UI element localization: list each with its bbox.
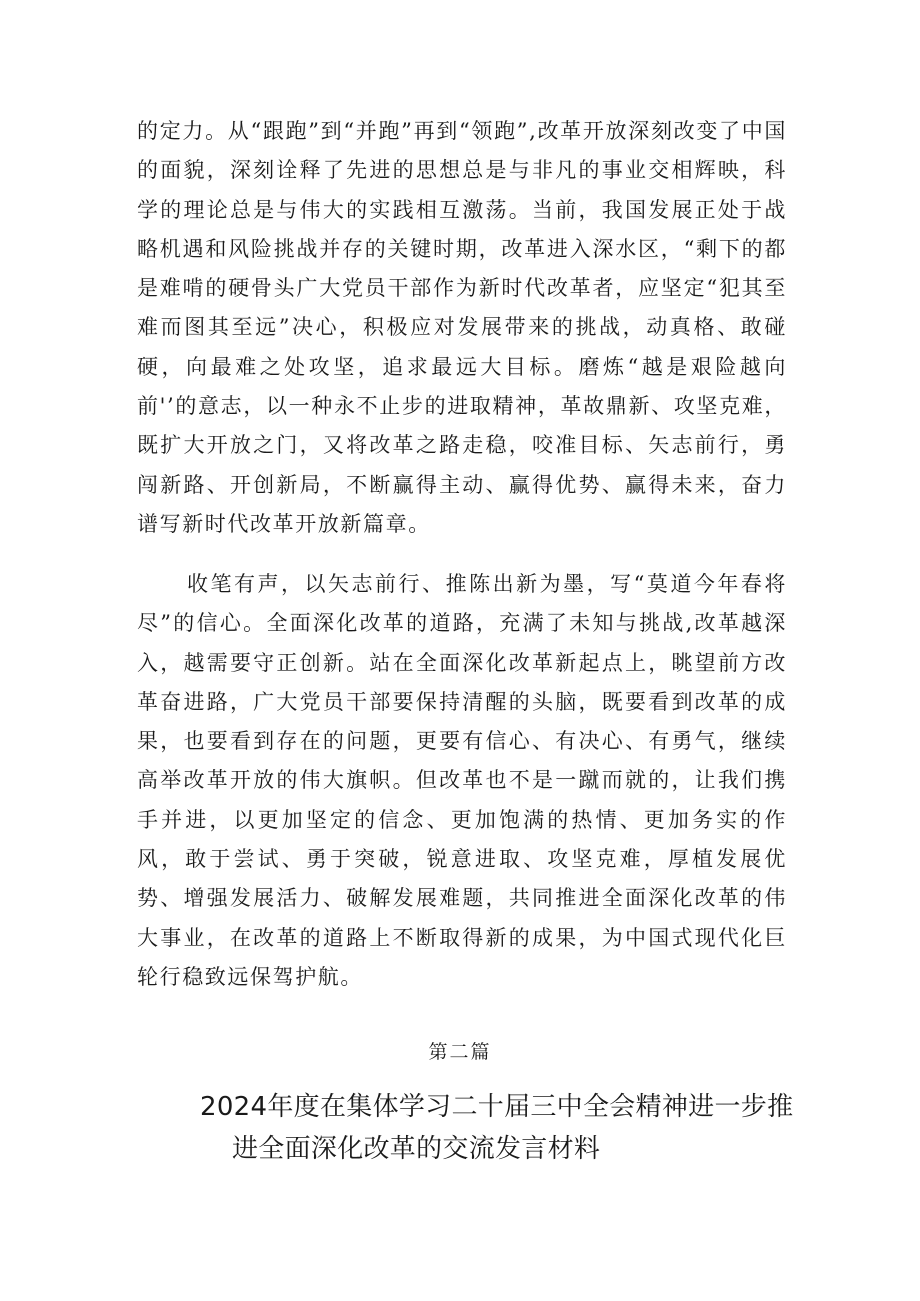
- section-label: 第二篇: [428, 1041, 492, 1063]
- document-title-line-2: 进全面深化改革的交流发言材料: [232, 1134, 601, 1164]
- body-paragraph-1: 的定力。从“跟跑”到“并跑”再到“领跑”,改革开放深刻改变了中国的面貌，深刻诠释了先进的思想总是与非凡的事业交相辉映，科学的理论总是与伟大的实践相互激荡。当前，我国发展正处于战略机遇和风险挑战并存的关键时期，改革进入深水区，“剩下的都是难啃的硬骨头广大党员干部作为新时代改革者，应坚定“犯其至难而图其至远”决心，积极应对发展带来的挑战，动真格、敢碰硬，向最难之处攻坚，追求最远大目标。磨炼“越是艰险越向前'’的意志，以一种永不止步的进取精神，革故鼎新、攻坚克难，既扩大开放之门，又将改革之路走稳，咬准目标、矢志前行，勇闯新路、开创新局，不断赢得主动、赢得优势、赢得未来，奋力谱写新时代改革开放新篇章。: [137, 119, 787, 536]
- body-paragraph-2: 收笔有声，以矢志前行、推陈出新为墨，写“莫道今年春将尽”的信心。全面深化改革的道路，充满了未知与挑战,改革越深入，越需要守正创新。站在全面深化改革新起点上，眺望前方改革奋进路，广大党员干部要保持清醒的头脑，既要看到改革的成果，也要看到存在的问题，更要有信心、有决心、有勇气，继续高举改革开放的伟大旗帜。但改革也不是一蹴而就的，让我们携手并进，以更加坚定的信念、更加饱满的热情、更加务实的作风，敢于尝试、勇于突破，锐意进取、攻坚克难，厚植发展优势、增强发展活力、破解发展难题，共同推进全面深化改革的伟大事业，在改革的道路上不断取得新的成果，为中国式现代化巨轮行稳致远保驾护航。: [137, 572, 787, 989]
- document-title-line-1: 2024年度在集体学习二十届三中全会精神进一步推: [200, 1092, 794, 1122]
- document-title: [200, 1086, 800, 1170]
